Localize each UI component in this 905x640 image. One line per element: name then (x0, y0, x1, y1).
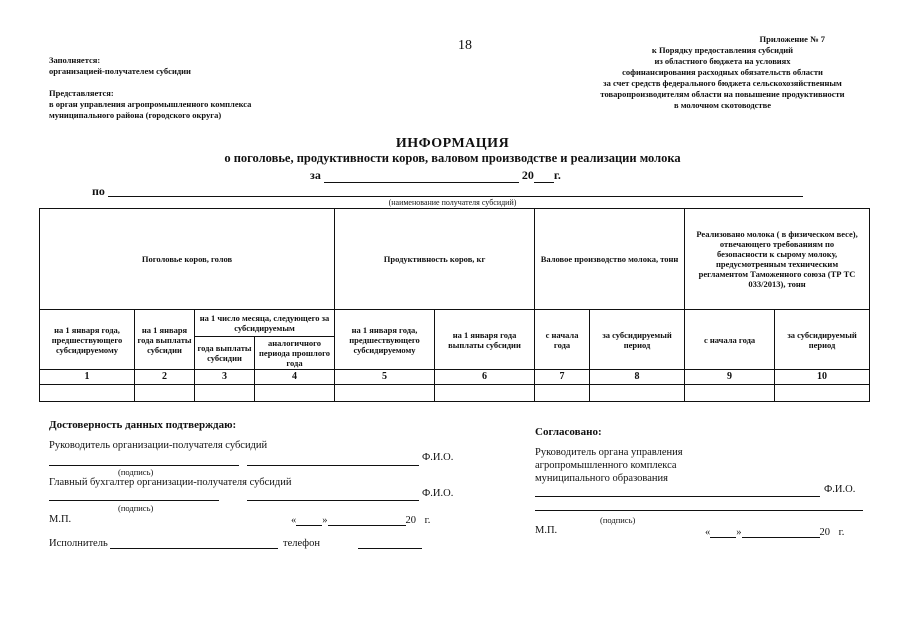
page-number: 18 (458, 38, 472, 53)
annex-line: к Порядку предоставления субсидий (651, 45, 794, 55)
approval-signature-caption: (подпись) (600, 515, 636, 525)
table-cell[interactable] (135, 385, 195, 402)
table-cell[interactable] (775, 385, 870, 402)
header-sold: Реализовано молока ( в физическом весе), отвечающего требованиям по безопасности к сырому молоку, предусмотренным техническим регламентом Таможенного союза (ТР ТС 033/2013), тонн (685, 209, 870, 310)
date-year-suffix: г. (424, 515, 431, 526)
subheader-c1: на 1 января года, предшествующего субсидируемому (40, 310, 135, 370)
approval-date-month-blank[interactable] (742, 525, 820, 538)
head-signature-line[interactable] (49, 465, 239, 466)
accountant-fio-label: Ф.И.О. (422, 488, 454, 499)
date-day-blank[interactable] (296, 513, 322, 526)
submitted-to-line: муниципального района (городского округа) (49, 110, 222, 120)
column-number: 10 (775, 370, 870, 385)
submitted-to-line: в орган управления агропромышленного комплекса (49, 99, 252, 109)
filled-by-block (49, 55, 191, 77)
confirmation-heading: Достоверность данных подтверждаю: (49, 419, 237, 431)
head-fio-line[interactable] (247, 465, 419, 466)
header-productivity: Продуктивность коров, кг (335, 209, 535, 310)
period-year: 20 (521, 168, 534, 182)
head-fio-label: Ф.И.О. (422, 452, 454, 463)
annex-line: в молочном скотоводстве (674, 100, 771, 110)
date-year: 20 (405, 515, 416, 526)
subheader-c6: на 1 января года выплаты субсидии (435, 310, 535, 370)
approval-heading: Согласовано: (535, 426, 602, 438)
approval-date-close-quote: » (736, 527, 742, 538)
recipient-prefix: по (92, 184, 105, 198)
annex-line: из областного бюджета на условиях (654, 56, 791, 66)
table-cell[interactable] (685, 385, 775, 402)
filled-by-value: организацией-получателем субсидии (49, 66, 191, 76)
annex-line: софинансирования расходных обязательств области (622, 67, 823, 77)
executor-line[interactable] (110, 548, 278, 549)
column-number: 1 (40, 370, 135, 385)
column-number: 3 (195, 370, 255, 385)
header-production: Валовое производство молока, тонн (535, 209, 685, 310)
subheader-c7: с начала года (535, 310, 590, 370)
table-cell[interactable] (255, 385, 335, 402)
head-signature-caption: (подпись) (118, 467, 154, 477)
approval-date-year: 20 (819, 527, 830, 538)
approval-line: агропромышленного комплекса (535, 460, 677, 471)
column-number: 7 (535, 370, 590, 385)
data-table (39, 208, 870, 402)
date-field (291, 513, 430, 526)
accountant-label: Главный бухгалтер организации-получателя субсидий (49, 477, 292, 488)
column-number: 4 (255, 370, 335, 385)
column-number: 9 (685, 370, 775, 385)
subheader-c2: на 1 января года выплаты субсидии (135, 310, 195, 370)
approval-date-day-blank[interactable] (710, 525, 736, 538)
approval-signature-line[interactable] (535, 510, 863, 511)
head-label: Руководитель организации-получателя субсидий (49, 440, 268, 451)
accountant-signature-caption: (подпись) (118, 503, 154, 513)
document-title: ИНФОРМАЦИЯ (395, 136, 510, 151)
subheader-c34-group: на 1 число месяца, следующего за субсидируемым (195, 310, 335, 337)
subheader-c4: аналогичного периода прошлого года (255, 337, 335, 370)
table-cell[interactable] (40, 385, 135, 402)
subheader-c9: с начала года (685, 310, 775, 370)
header-herd: Поголовье коров, голов (40, 209, 335, 310)
period-suffix: г. (553, 168, 561, 182)
table-cell[interactable] (195, 385, 255, 402)
date-month-blank[interactable] (328, 513, 406, 526)
approval-fio-label: Ф.И.О. (824, 484, 856, 495)
date-close-quote: » (322, 515, 328, 526)
column-number: 8 (590, 370, 685, 385)
subheader-c5: на 1 января года, предшествующего субсидируемому (335, 310, 435, 370)
approval-date-field (705, 525, 844, 538)
annex-line: товаропроизводителям области на повышение продуктивности (600, 89, 845, 99)
period-blank[interactable] (324, 170, 519, 183)
accountant-fio-line[interactable] (247, 500, 419, 501)
table-cell[interactable] (335, 385, 435, 402)
table-cell[interactable] (535, 385, 590, 402)
filled-by-label: Заполняется: (49, 55, 101, 65)
subheader-c3: года выплаты субсидии (195, 337, 255, 370)
period-line (310, 168, 561, 183)
approval-line: муниципального образования (535, 473, 668, 484)
phone-line[interactable] (358, 548, 422, 549)
approval-stamp: М.П. (535, 525, 558, 536)
approval-fio-line[interactable] (535, 496, 820, 497)
executor-label: Исполнитель (49, 538, 108, 549)
approval-date-open-quote: « (705, 527, 711, 538)
column-number: 5 (335, 370, 435, 385)
table-cell[interactable] (590, 385, 685, 402)
column-number: 6 (435, 370, 535, 385)
period-prefix: за (310, 168, 321, 182)
annex-line: Приложение № 7 (759, 34, 825, 44)
annex-block (590, 34, 855, 111)
recipient-blank[interactable] (108, 196, 803, 197)
annex-line: за счет средств федерального бюджета сельскохозяйственным (603, 78, 842, 88)
document-subtitle: о поголовье, продуктивности коров, валовом производстве и реализации молока (224, 151, 681, 165)
column-number: 2 (135, 370, 195, 385)
accountant-signature-line[interactable] (49, 500, 219, 501)
approval-line: Руководитель органа управления (535, 447, 683, 458)
table-cell[interactable] (435, 385, 535, 402)
recipient-caption: (наименование получателя субсидий) (388, 198, 517, 207)
stamp-label: М.П. (49, 514, 72, 525)
period-year-blank[interactable] (534, 170, 554, 183)
subheader-c10: за субсидируемый период (775, 310, 870, 370)
submitted-to-label: Представляется: (49, 88, 114, 98)
approval-date-year-suffix: г. (838, 527, 845, 538)
submitted-to-block (49, 88, 251, 121)
phone-label: телефон (283, 538, 320, 549)
subheader-c8: за субсидируемый период (590, 310, 685, 370)
date-open-quote: « (291, 515, 297, 526)
